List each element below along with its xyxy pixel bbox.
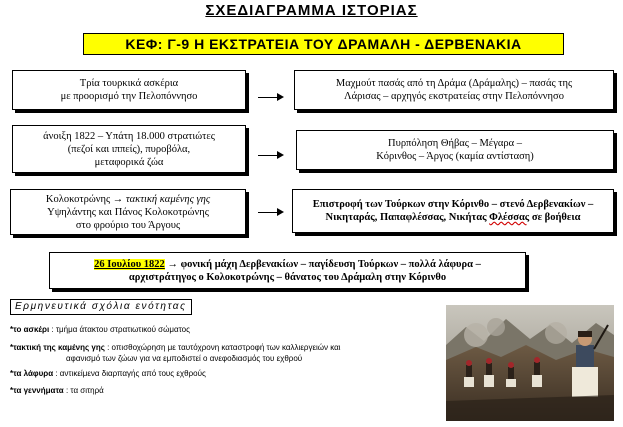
- box-text-line: Επιστροφή των Τούρκων στην Κόρινθο – στενό Δερβενακίων –: [312, 199, 594, 210]
- arrow-icon: [258, 212, 282, 213]
- comments-heading: Ερμηνευτικά σχόλια ενότητας: [10, 299, 192, 315]
- battle-line-2: αρχιστράτηγος ο Κολοκοτρώνης – θάνατος του Δράμαλη στην Κόρινθο: [128, 271, 447, 283]
- arrow-icon: [258, 155, 282, 156]
- box-text-line: Λάρισας – αρχηγός εκστρατείας στην Πελοπόννησο: [344, 91, 564, 102]
- box-kolokotronis-tactic: [10, 189, 246, 235]
- box-text-line: στο φρούριο του Άργους: [75, 219, 181, 231]
- comment-def-continued: αφανισμό των ζώων για να εμποδιστεί ο ανεφοδιασμός του εχθρού: [66, 354, 303, 363]
- box-burning-thebes: [296, 130, 614, 170]
- box-text-line: Πυρπόληση Θήβας – Μέγαρα –: [388, 138, 522, 149]
- chapter-heading: ΚΕΦ: Γ-9 Η ΕΚΣΤΡΑΤΕΙΑ ΤΟΥ ΔΡΑΜΑΛΗ - ΔΕΡΒΕΝΑΚΙΑ: [83, 33, 564, 55]
- box-mahmut-pasha: [294, 70, 614, 110]
- comment-term: *τα γεννήματα: [10, 386, 64, 395]
- comment-def: : οπισθοχώρηση με ταυτόχρονη καταστροφή των καλλιεργειών και: [107, 343, 341, 352]
- box-text-line: Τρία τουρκικά ασκέρια: [79, 78, 179, 89]
- box-turkish-armies: [12, 70, 246, 110]
- arrow-right-icon: →: [167, 258, 178, 270]
- box-return-to-corinth: [292, 189, 614, 233]
- comment-def: : τμήμα άτακτου στρατιωτικού σώματος: [51, 325, 190, 334]
- scorched-earth-term: τακτική καμένης γης: [125, 193, 211, 205]
- box-text-line: [46, 193, 210, 206]
- comment-term: *το ασκέρι: [10, 325, 50, 334]
- comment-item: [10, 385, 440, 396]
- box-text-line: [94, 258, 481, 271]
- battle-line-1: φονική μάχη Δερβενακίων – παγίδευση Τούρκων – πολλά λάφυρα –: [180, 258, 481, 270]
- box-battle-dervenakia: [49, 252, 526, 289]
- comment-def: : τα σιτηρά: [65, 386, 104, 395]
- comment-term: *τακτική της καμένης γης: [10, 343, 105, 352]
- box-text-line: [313, 211, 594, 224]
- battle-painting-image: [446, 305, 614, 421]
- arrow-icon: [258, 97, 282, 98]
- comment-item: [10, 342, 440, 353]
- box-text-line: Μαχμούτ πασάς από τη Δράμα (Δράμαλης) – πασάς της: [335, 78, 573, 89]
- battle-date: 26 Ιουλίου 1822: [94, 258, 165, 270]
- box-text-line: Κόρινθος – Άργος (καμία αντίσταση): [376, 151, 534, 162]
- box-text-line: άνοιξη 1822 – Υπάτη 18.000 στρατιώτες: [43, 130, 215, 142]
- flessas-name: Φλέσσας: [489, 212, 530, 223]
- arrow-right-icon: →: [112, 193, 124, 205]
- comment-item: [10, 368, 440, 379]
- name-kolokotronis: Κολοκοτρώνης: [45, 193, 111, 205]
- fighters-names: Νικηταράς, Παπαφλέσσας, Νικήτας: [325, 212, 487, 223]
- box-text-line: (πεζοί και ιππείς), πυροβόλα,: [67, 143, 191, 155]
- comment-def: : αντικείμενα διαρπαγής από τους εχθρούς: [55, 369, 206, 378]
- help-text: σε βοήθεια: [531, 212, 581, 223]
- box-text-line: Υψηλάντης και Πάνος Κολοκοτρώνης: [47, 206, 209, 218]
- comment-item: [10, 324, 440, 335]
- box-spring-1822: [12, 125, 246, 173]
- box-text-line: με προορισμό την Πελοπόννησο: [60, 91, 198, 102]
- box-text-line: μεταφορικά ζώα: [94, 156, 164, 168]
- comment-term: *τα λάφυρα: [10, 369, 54, 378]
- page-title: ΣΧΕΔΙΑΓΡΑΜΜΑ ΙΣΤΟΡΙΑΣ: [205, 2, 418, 19]
